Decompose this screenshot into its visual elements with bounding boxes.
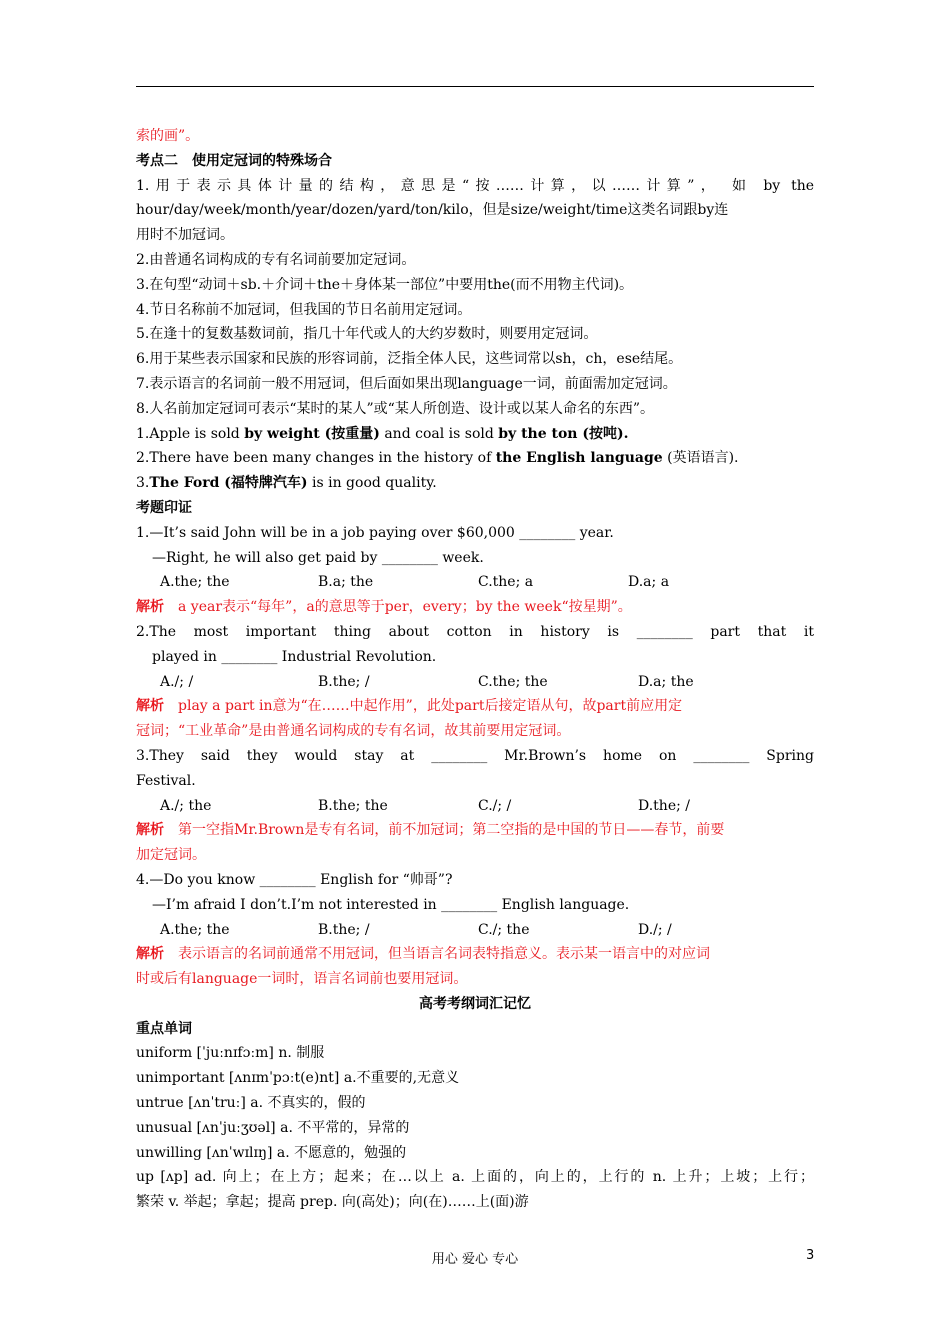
vocab-entry: 繁荣 v. 举起；拿起；提高 prep. 向(高处)；向(在)……上(面)游 <box>136 1194 529 1211</box>
analysis-line <box>136 818 814 843</box>
analysis-line: 时或后有language一词时，语言名词前也要用冠词。 <box>136 971 468 988</box>
option-a: A.the; the <box>160 574 230 591</box>
page-body <box>136 124 814 1215</box>
text-line: 7.表示语言的名词前一般不用冠词，但后面如果出现language一词，前面需加定冠词。 <box>136 375 677 392</box>
vocab-entry: up [ʌp] ad. 向上；在上方；起来；在…以上 a. 上面的，向上的，上行的 n. 上升；上坡；上行； <box>136 1169 814 1186</box>
example-line <box>136 471 814 496</box>
vocab-entry: unusual [ʌnˈjuːʒʊəl] a. 不平常的，异常的 <box>136 1119 410 1136</box>
text-line: 2.由普通名词构成的专有名词前要加定冠词。 <box>136 251 416 268</box>
text-line: 4.节日名称前不加冠词，但我国的节日名前用定冠词。 <box>136 301 472 318</box>
example-text: 2.There have been many changes in the history of <box>136 450 496 467</box>
vocab-entry: unimportant [ʌnɪmˈpɔːt(e)nt] a.不重要的,无意义 <box>136 1070 460 1087</box>
analysis-line <box>136 694 814 719</box>
example-text: 3. <box>136 475 150 492</box>
question-line: Festival. <box>136 772 196 789</box>
analysis-line: 冠词；“工业革命”是由普通名词构成的专有名词，故其前要用定冠词。 <box>136 723 571 740</box>
analysis-text: 表示语言的名词前通常不用冠词，但当语言名词表特指意义。表示某一语言中的对应词 <box>164 946 710 963</box>
vocab-entry: uniform [ˈjuːnɪfɔːm] n. 制服 <box>136 1045 325 1062</box>
text-line: 用时不加冠词。 <box>136 227 234 244</box>
section-heading: 重点单词 <box>136 1020 192 1037</box>
option-d: D.the; / <box>638 797 690 814</box>
option-b: B.a; the <box>318 574 374 591</box>
footer-text: 用心 爱心 专心 <box>431 1252 519 1267</box>
analysis-label: 解析 <box>136 946 164 963</box>
question-line: 4.—Do you know ________ English for “帅哥”? <box>136 871 453 888</box>
option-c: C.the; the <box>478 673 548 690</box>
option-d: D.a; the <box>638 673 694 690</box>
example-highlight: The Ford (福特牌汽车) <box>149 475 308 492</box>
text-line: 5.在逢十的复数基数词前，指几十年代或人的大约岁数时，则要用定冠词。 <box>136 326 598 343</box>
answer-options <box>136 670 814 695</box>
analysis-label: 解析 <box>136 599 164 616</box>
option-c: C./; / <box>478 797 512 814</box>
question-line: 1.—It’s said John will be in a job paying over $60,000 ________ year. <box>136 524 614 541</box>
option-a: A./; / <box>160 673 194 690</box>
example-text: 1.Apple is sold <box>136 425 245 442</box>
analysis-line <box>136 942 814 967</box>
section-title: 高考考纲词汇记忆 <box>419 995 531 1012</box>
analysis-label: 解析 <box>136 822 164 839</box>
analysis-text: a year表示“每年”，a的意思等于per，every；by the week“按星期”。 <box>164 599 632 616</box>
option-c: C.the; a <box>478 574 534 591</box>
option-d: D./; / <box>638 921 672 938</box>
analysis-line <box>136 595 814 620</box>
option-a: A./; the <box>160 797 212 814</box>
analysis-label: 解析 <box>136 698 164 715</box>
example-text: and coal is sold <box>379 425 499 442</box>
section-heading: 考点二 使用定冠词的特殊场合 <box>136 152 332 169</box>
text-line: 8.人名前加定冠词可表示“某时的某人”或“某人所创造、设计或以某人命名的东西”。 <box>136 400 654 417</box>
analysis-line: 加定冠词。 <box>136 847 206 864</box>
example-highlight: by weight (按重量) <box>244 425 380 442</box>
question-line: 3.They said they would stay at ________ Mr.Brown’s home on ________ Spring <box>136 747 814 764</box>
option-b: B.the; the <box>318 797 388 814</box>
answer-options <box>136 570 814 595</box>
question-line: —Right, he will also get paid by ________ week. <box>152 549 484 566</box>
text-line: 索的画”。 <box>136 128 200 144</box>
option-d: D.a; a <box>628 574 670 591</box>
option-b: B.the; / <box>318 921 370 938</box>
question-line: —I’m afraid I don’t.I’m not interested in ________ English language. <box>152 896 630 913</box>
text-line: 3.在句型“动词＋sb.＋介词＋the＋身体某一部位”中要用the(而不用物主代词)。 <box>136 276 634 293</box>
analysis-text: 第一空指Mr.Brown是专有名词，前不加冠词；第二空指的是中国的节日——春节，前要 <box>164 822 725 839</box>
text-line: 1.用于表示具体计量的结构，意思是“按……计算，以……计算”， 如 by the <box>136 177 814 194</box>
option-b: B.the; / <box>318 673 370 690</box>
vocab-entry: untrue [ʌnˈtruː] a. 不真实的，假的 <box>136 1095 366 1112</box>
text-line: hour/day/week/month/year/dozen/yard/ton/kilo，但是size/weight/time这类名词跟by连 <box>136 202 729 219</box>
section-heading: 考题印证 <box>136 499 192 516</box>
vocab-entry: unwilling [ʌnˈwɪlɪŋ] a. 不愿意的，勉强的 <box>136 1144 407 1161</box>
example-highlight: the English language <box>495 450 663 467</box>
option-c: C./; the <box>478 921 530 938</box>
analysis-text: play a part in意为“在……中起作用”，此处part后接定语从句，故part前应用定 <box>164 698 683 715</box>
example-line <box>136 422 814 447</box>
example-highlight: by the ton (按吨). <box>498 425 629 442</box>
answer-options <box>136 918 814 943</box>
text-line: 6.用于某些表示国家和民族的形容词前，泛指全体人民，这些词常以sh，ch，ese结尾。 <box>136 351 683 368</box>
header-rule <box>136 86 814 87</box>
example-line <box>136 446 814 471</box>
example-text: is in good quality. <box>307 475 437 492</box>
example-text: (英语语言). <box>662 450 739 467</box>
option-a: A.the; the <box>160 921 230 938</box>
question-line: played in ________ Industrial Revolution. <box>152 648 437 665</box>
page-number: 3 <box>806 1248 815 1263</box>
question-line: 2.The most important thing about cotton in history is ________ part that it <box>136 623 814 640</box>
answer-options <box>136 794 814 819</box>
